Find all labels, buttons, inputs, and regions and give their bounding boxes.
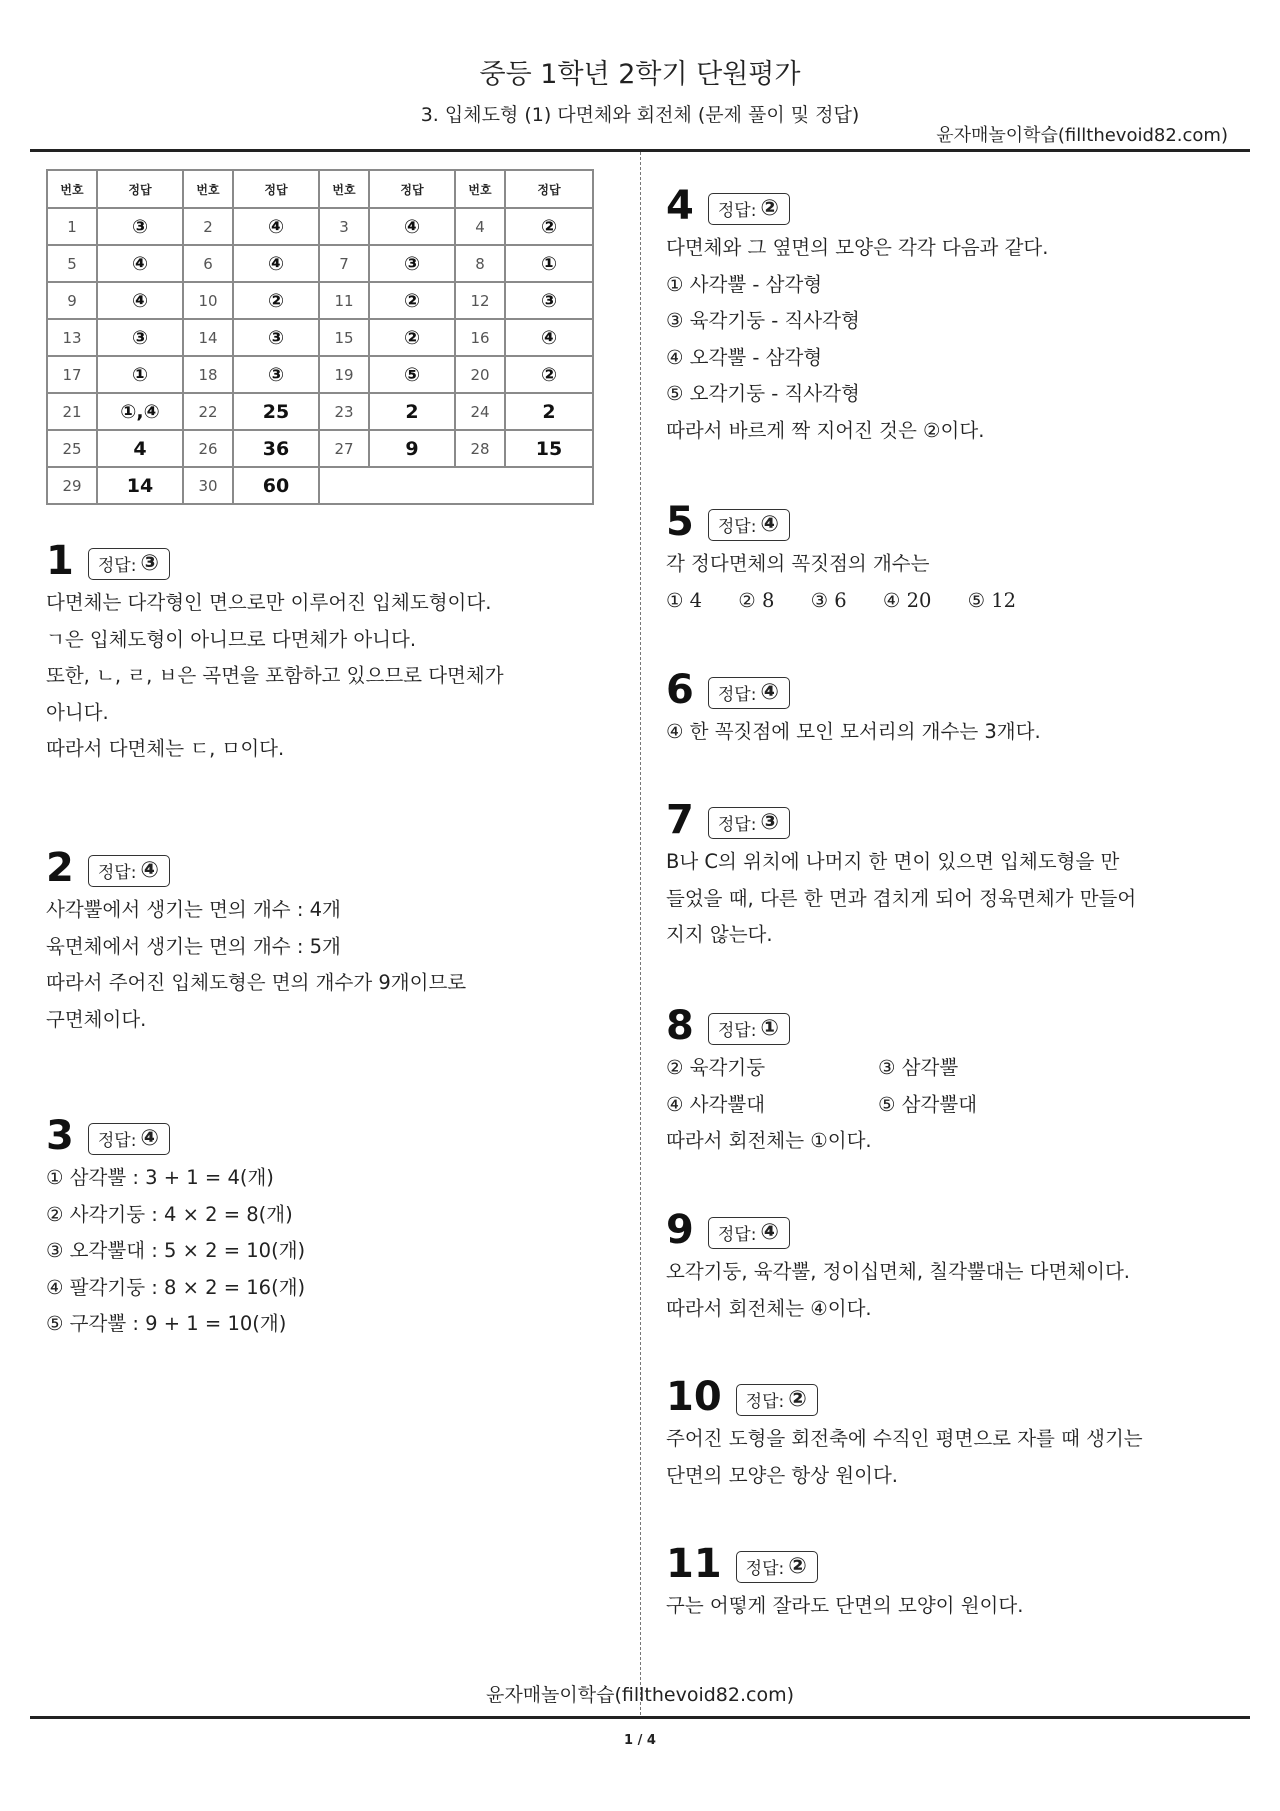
problem-number: 10 [666,1374,722,1420]
explanation-line: ① 사각뿔 - 삼각형 [666,272,823,296]
answer-cell: 25 [233,393,319,430]
answer-badge [708,807,790,839]
answer-label: 정답: [97,556,137,576]
header-cell: 번호 [319,170,369,208]
explanation-line: 구는 어떻게 잘라도 단면의 모양이 원이다. [666,1594,1024,1617]
option-item: ① 4 [666,588,703,612]
question-number-cell: 30 [183,467,233,504]
answer-cell: ④ [369,208,455,245]
answer-cell: ② [369,319,455,356]
answer-cell: 60 [233,467,319,504]
option-item: ③ 6 [810,588,847,612]
answer-badge [736,1551,818,1583]
question-number-cell: 14 [183,319,233,356]
explanation-line: ④ 오각뿔 - 삼각형 [666,345,823,369]
answer-table-header [47,170,593,208]
answer-label: 정답: [717,201,757,221]
question-number-cell: 6 [183,245,233,282]
bottom-rule [30,1716,1250,1719]
answer-cell: 4 [97,430,183,467]
answer-value: ① [760,1015,780,1041]
shape-item: ④ 사각뿔대 [666,1092,766,1116]
explanation-line: 들었을 때, 다른 한 면과 겹치게 되어 정육면체가 만들어 [666,886,1137,910]
answer-value: ④ [760,679,780,705]
answer-badge [88,548,170,580]
question-number-cell: 25 [47,430,97,467]
explanation-line: 아니다. [46,700,109,724]
answer-value: ③ [140,550,160,576]
question-number-cell: 13 [47,319,97,356]
header-cell: 정답 [233,170,319,208]
header-cell: 정답 [505,170,593,208]
question-number-cell: 17 [47,356,97,393]
answer-cell: ①,④ [97,393,183,430]
explanation-line: 따라서 다면체는 ㄷ, ㅁ이다. [46,737,285,760]
answer-table-row [47,245,593,282]
explanation-line: 따라서 회전체는 ①이다. [666,1129,872,1152]
answer-cell: ⑤ [369,356,455,393]
explanation-line: ② 사각기둥 : 4 × 2 = 8(개) [46,1202,293,1226]
question-number-cell: 21 [47,393,97,430]
problem-1 [46,535,626,768]
answer-cell: 2 [505,393,593,430]
question-number-cell: 11 [319,282,369,319]
question-number-cell: 28 [455,430,505,467]
header-cell: 정답 [369,170,455,208]
explanation-line: 육면체에서 생기는 면의 개수 : 5개 [46,934,341,958]
problem-7 [666,794,1246,954]
explanation-line: ③ 오각뿔대 : 5 × 2 = 10(개) [46,1239,306,1262]
footer-brand: 윤자매놀이학습(fillthevoid82.com) [485,1684,794,1706]
answer-label: 정답: [717,517,757,537]
problem-number: 11 [666,1541,722,1587]
empty-cell [319,467,593,504]
shape-item: ② 육각기둥 [666,1056,766,1079]
question-number-cell: 24 [455,393,505,430]
question-number-cell: 27 [319,430,369,467]
header-cell: 번호 [183,170,233,208]
explanation-line: 따라서 주어진 입체도형은 면의 개수가 9개이므로 [46,971,467,994]
page-title: 중등 1학년 2학기 단원평가 [479,59,801,90]
page-number: 1 / 4 [624,1733,656,1748]
explanation-line: ③ 육각기둥 - 직사각형 [666,309,860,332]
question-number-cell: 3 [319,208,369,245]
explanation-line: 주어진 도형을 회전축에 수직인 평면으로 자를 때 생기는 [666,1427,1143,1450]
question-number-cell: 9 [47,282,97,319]
problem-number: 2 [46,845,74,891]
problem-8 [666,1000,1246,1160]
problem-number: 7 [666,797,694,843]
answer-cell: ③ [233,356,319,393]
question-number-cell: 12 [455,282,505,319]
problem-number: 1 [46,538,74,584]
explanation-line: ④ 팔각기둥 : 8 × 2 = 16(개) [46,1275,306,1299]
problem-3 [46,1110,626,1343]
answer-table-row [47,282,593,319]
explanation-line: 지지 않는다. [666,923,773,946]
answer-badge [88,1123,170,1155]
question-number-cell: 4 [455,208,505,245]
answer-cell: 15 [505,430,593,467]
answer-cell: ② [505,356,593,393]
answer-label: 정답: [717,685,757,705]
answer-cell: ③ [97,208,183,245]
problem-11 [666,1538,1246,1625]
problem-number: 3 [46,1113,74,1159]
column-divider [640,152,641,1715]
explanation-line: 각 정다면체의 꼭짓점의 개수는 [666,552,930,575]
shape-pair-row [666,1087,1246,1124]
answer-table-row [47,467,593,504]
answer-cell: ① [97,356,183,393]
answer-badge [708,509,790,541]
header-cell: 정답 [97,170,183,208]
answer-cell: ③ [369,245,455,282]
answer-cell: ④ [97,282,183,319]
answer-value: ② [788,1553,807,1579]
question-number-cell: 1 [47,208,97,245]
problem-number: 8 [666,1003,694,1049]
header-cell: 번호 [455,170,505,208]
answer-label: 정답: [745,1392,785,1412]
answer-cell: ④ [505,319,593,356]
explanation-line: B나 C의 위치에 나머지 한 면이 있으면 입체도형을 만 [666,850,1120,873]
answer-value: ② [760,195,780,221]
answer-table [46,169,594,505]
question-number-cell: 20 [455,356,505,393]
question-number-cell: 15 [319,319,369,356]
question-number-cell: 5 [47,245,97,282]
explanation-line: 다면체와 그 옆면의 모양은 각각 다음과 같다. [666,236,1049,259]
answer-cell: ④ [233,245,319,282]
answer-value: ④ [140,857,160,883]
shape-pair-row [666,1050,1246,1087]
question-number-cell: 18 [183,356,233,393]
problem-number: 9 [666,1207,694,1253]
problem-number: 5 [666,499,694,545]
problem-number: 6 [666,667,694,713]
answer-badge [708,1013,790,1045]
answer-value: ④ [140,1125,160,1151]
explanation-line: 사각뿔에서 생기는 면의 개수 : 4개 [46,898,341,921]
answer-table-row [47,393,593,430]
header-cell: 번호 [47,170,97,208]
answer-cell: ② [233,282,319,319]
explanation-line: 다면체는 다각형인 면으로만 이루어진 입체도형이다. [46,591,492,614]
problem-5 [666,496,1246,619]
explanation-line: 따라서 회전체는 ④이다. [666,1296,872,1320]
explanation-line: ④ 한 꼭짓점에 모인 모서리의 개수는 3개다. [666,720,1041,743]
question-number-cell: 22 [183,393,233,430]
answer-badge [88,855,170,887]
answer-table-row [47,356,593,393]
problem-6 [666,664,1246,751]
explanation-line: 또한, ㄴ, ㄹ, ㅂ은 곡면을 포함하고 있으므로 다면체가 [46,664,504,687]
answer-cell: 9 [369,430,455,467]
explanation-line: ㄱ은 입체도형이 아니므로 다면체가 아니다. [46,627,417,651]
option-item: ② 8 [738,588,775,612]
answer-table-row [47,319,593,356]
page-subtitle: 3. 입체도형 (1) 다면체와 회전체 (문제 풀이 및 정답) [420,104,860,126]
question-number-cell: 29 [47,467,97,504]
answer-value: ② [788,1386,807,1412]
question-number-cell: 19 [319,356,369,393]
question-number-cell: 23 [319,393,369,430]
answer-cell: ③ [233,319,319,356]
explanation-line: ⑤ 구각뿔 : 9 + 1 = 10(개) [46,1312,287,1335]
explanation-line: 단면의 모양은 항상 원이다. [666,1463,899,1487]
answer-cell: ② [369,282,455,319]
answer-value: ④ [760,511,780,537]
answer-cell: 14 [97,467,183,504]
problem-4 [666,180,1246,449]
answer-cell: ② [505,208,593,245]
answer-value: ④ [760,1219,780,1245]
answer-cell: ④ [97,245,183,282]
question-number-cell: 10 [183,282,233,319]
explanation-line: ① 삼각뿔 : 3 + 1 = 4(개) [46,1166,274,1189]
explanation-line: 따라서 바르게 짝 지어진 것은 ②이다. [666,418,985,442]
question-number-cell: 8 [455,245,505,282]
question-number-cell: 16 [455,319,505,356]
problem-10 [666,1371,1246,1494]
answer-table-row [47,208,593,245]
problem-number: 4 [666,183,694,229]
shape-item: ③ 삼각뿔 [878,1056,959,1079]
answer-badge [708,193,790,225]
header-brand: 윤자매놀이학습(fillthevoid82.com) [936,125,1228,146]
vertex-count-options [666,583,1246,620]
answer-badge [708,1217,790,1249]
answer-cell: 2 [369,393,455,430]
answer-label: 정답: [97,863,137,883]
answer-cell: ③ [505,282,593,319]
answer-label: 정답: [745,1559,785,1579]
question-number-cell: 7 [319,245,369,282]
answer-label: 정답: [97,1131,137,1151]
answer-cell: ④ [233,208,319,245]
question-number-cell: 2 [183,208,233,245]
option-item: ④ 20 [882,588,932,612]
answer-label: 정답: [717,815,757,835]
problem-9 [666,1204,1246,1327]
answer-table-row [47,430,593,467]
answer-label: 정답: [717,1021,757,1041]
option-item: ⑤ 12 [967,588,1017,612]
explanation-line: 오각기둥, 육각뿔, 정이십면체, 칠각뿔대는 다면체이다. [666,1260,1131,1283]
answer-cell: 36 [233,430,319,467]
answer-label: 정답: [717,1225,757,1245]
answer-badge [736,1384,818,1416]
explanation-line: 구면체이다. [46,1007,147,1031]
answer-cell: ③ [97,319,183,356]
problem-2 [46,842,626,1038]
question-number-cell: 26 [183,430,233,467]
answer-badge [708,677,790,709]
shape-item: ⑤ 삼각뿔대 [878,1092,978,1116]
answer-cell: ① [505,245,593,282]
answer-value: ③ [760,809,780,835]
explanation-line: ⑤ 오각기둥 - 직사각형 [666,382,860,405]
